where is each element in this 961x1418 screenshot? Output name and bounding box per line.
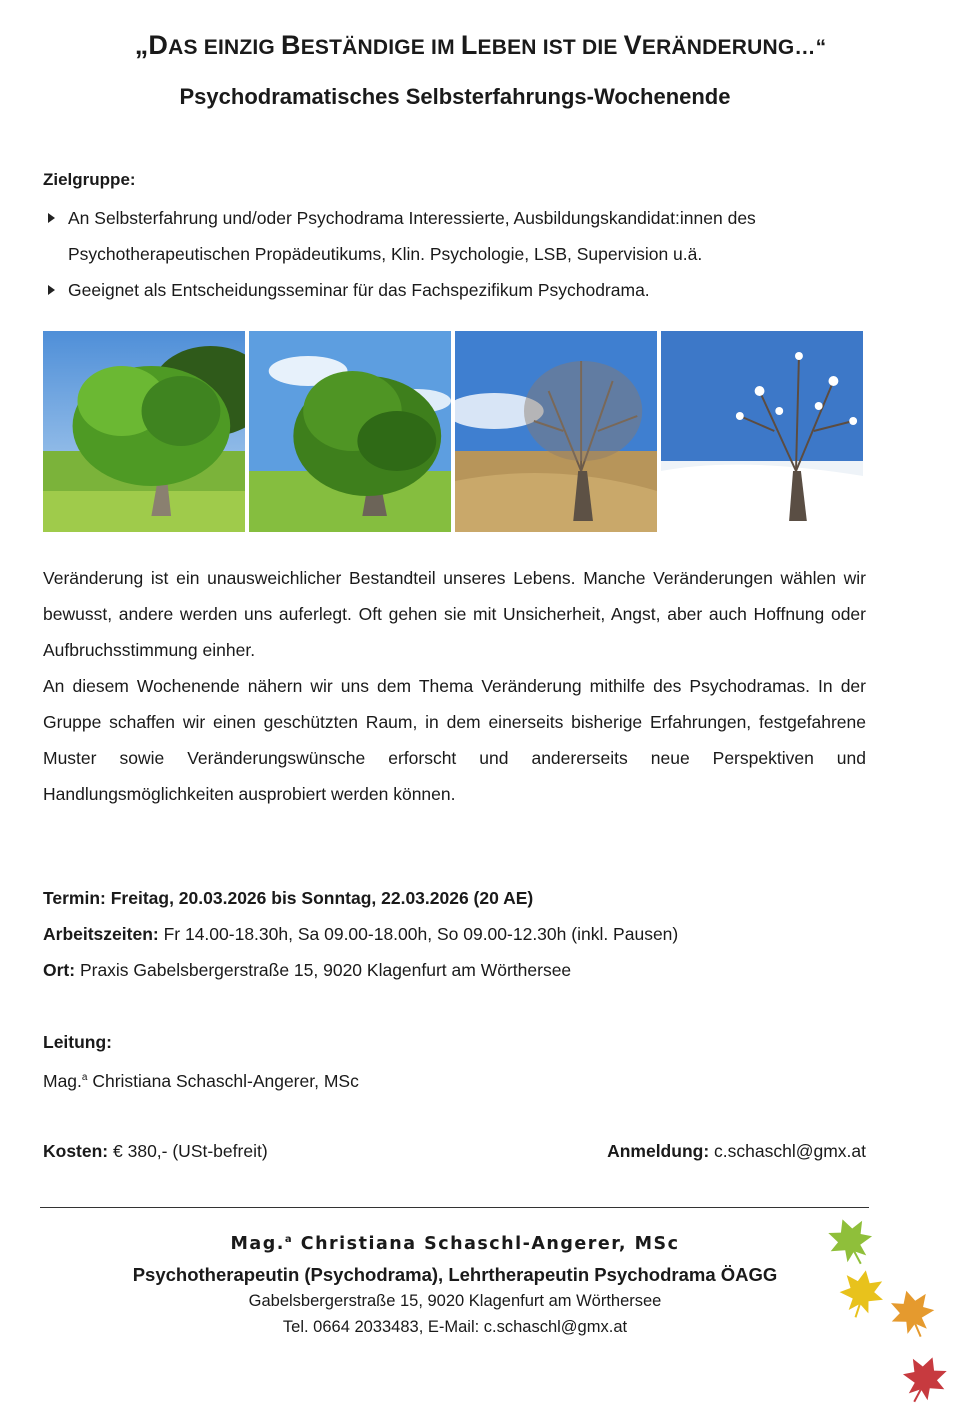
description-paragraph: Veränderung ist ein unausweichlicher Bestandteil unseres Lebens. Manche Veränderungen wählen wir bewusst, andere werden uns auferlegt. Oft gehen sie mit Unsicherheit, Angst, aber auch Hoffnung oder Aufbruchsstimmung einher. (43, 568, 866, 660)
email-link[interactable]: c.schaschl@gmx.at (709, 1141, 866, 1161)
document-subtitle: Psychodramatisches Selbsterfahrungs-Wochenende (179, 84, 731, 109)
description-paragraph: An diesem Wochenende nähern wir uns dem Thema Veränderung mithilfe des Psychodramas. In der Gruppe schaffen wir einen geschützten Raum, in dem einerseits bisherige Erfahrungen, festgefahrene Muster sowie Veränderungswünsche erforscht und andererseits neue Perspektiven und Handlungsmöglichkeiten ausprobiert werden können. (43, 676, 866, 804)
description (43, 560, 866, 812)
red-leaf-icon (895, 1350, 953, 1410)
bullet-triangle-icon (48, 213, 55, 223)
arbeitszeiten-line: Arbeitszeiten: Fr 14.00-18.30h, Sa 09.00-18.00h, So 09.00-12.30h (inkl. Pausen) (43, 924, 679, 944)
list-item: An Selbsterfahrung und/oder Psychodrama Interessierte, Ausbildungskandidat:innen des Psychotherapeutischen Propädeutikums, Klin. Psychologie, LSB, Supervision u.ä. (48, 200, 878, 272)
leitung-heading: Leitung: (43, 1032, 113, 1052)
leitung-name: Mag.$^a$ Christiana Schaschl-Angerer, MSc (43, 1070, 359, 1091)
zielgruppe-list (48, 200, 878, 308)
orange-leaf-icon (885, 1285, 940, 1343)
title-word: DAS EINZIG (148, 30, 281, 60)
summer-tree-photo (43, 331, 245, 532)
ort-line: Ort: Praxis Gabelsbergerstraße 15, 9020 Klagenfurt am Wörthersee (43, 960, 572, 980)
anmeldung-line: Anmeldung: c.schaschl@gmx.at (607, 1141, 866, 1161)
autumn-tree-photo (455, 331, 657, 532)
footer-name: Mag.$^a$ Christiana Schaschl-Angerer, MSc (230, 1234, 680, 1254)
winter-tree-photo (661, 331, 863, 532)
termin-line: Termin: Freitag, 20.03.2026 bis Sonntag, 22.03.2026 (20 AE) (43, 888, 534, 908)
footer-contact: Tel. 0664 2033483, E-Mail: c.schaschl@gmx.at (282, 1318, 628, 1336)
footer-divider (40, 1207, 869, 1208)
summer-tree-photo (249, 331, 451, 532)
footer-role: Psychotherapeutin (Psychodrama), Lehrtherapeutin Psychodrama ÖAGG (132, 1264, 778, 1285)
yellow-leaf-icon (836, 1267, 888, 1322)
zielgruppe-heading: Zielgruppe: (43, 170, 136, 189)
autumn-leaves-decoration (820, 1210, 961, 1418)
document-title (0, 30, 961, 61)
title-word: LEBEN IST DIE (460, 30, 624, 60)
title-word: VERÄNDERUNG…“ (623, 30, 827, 60)
bullet-triangle-icon (48, 285, 55, 295)
list-item: Geeignet als Entscheidungsseminar für das Fachspezifikum Psychodrama. (48, 272, 878, 308)
title-open-quote: „ (134, 30, 149, 60)
title-word: BESTÄNDIGE IM (280, 30, 461, 60)
green-leaf-icon (822, 1212, 880, 1272)
seasons-photo-strip (43, 331, 863, 532)
kosten-line: Kosten: € 380,- (USt-befreit) (43, 1141, 268, 1161)
footer-address: Gabelsbergerstraße 15, 9020 Klagenfurt am Wörthersee (248, 1292, 662, 1310)
